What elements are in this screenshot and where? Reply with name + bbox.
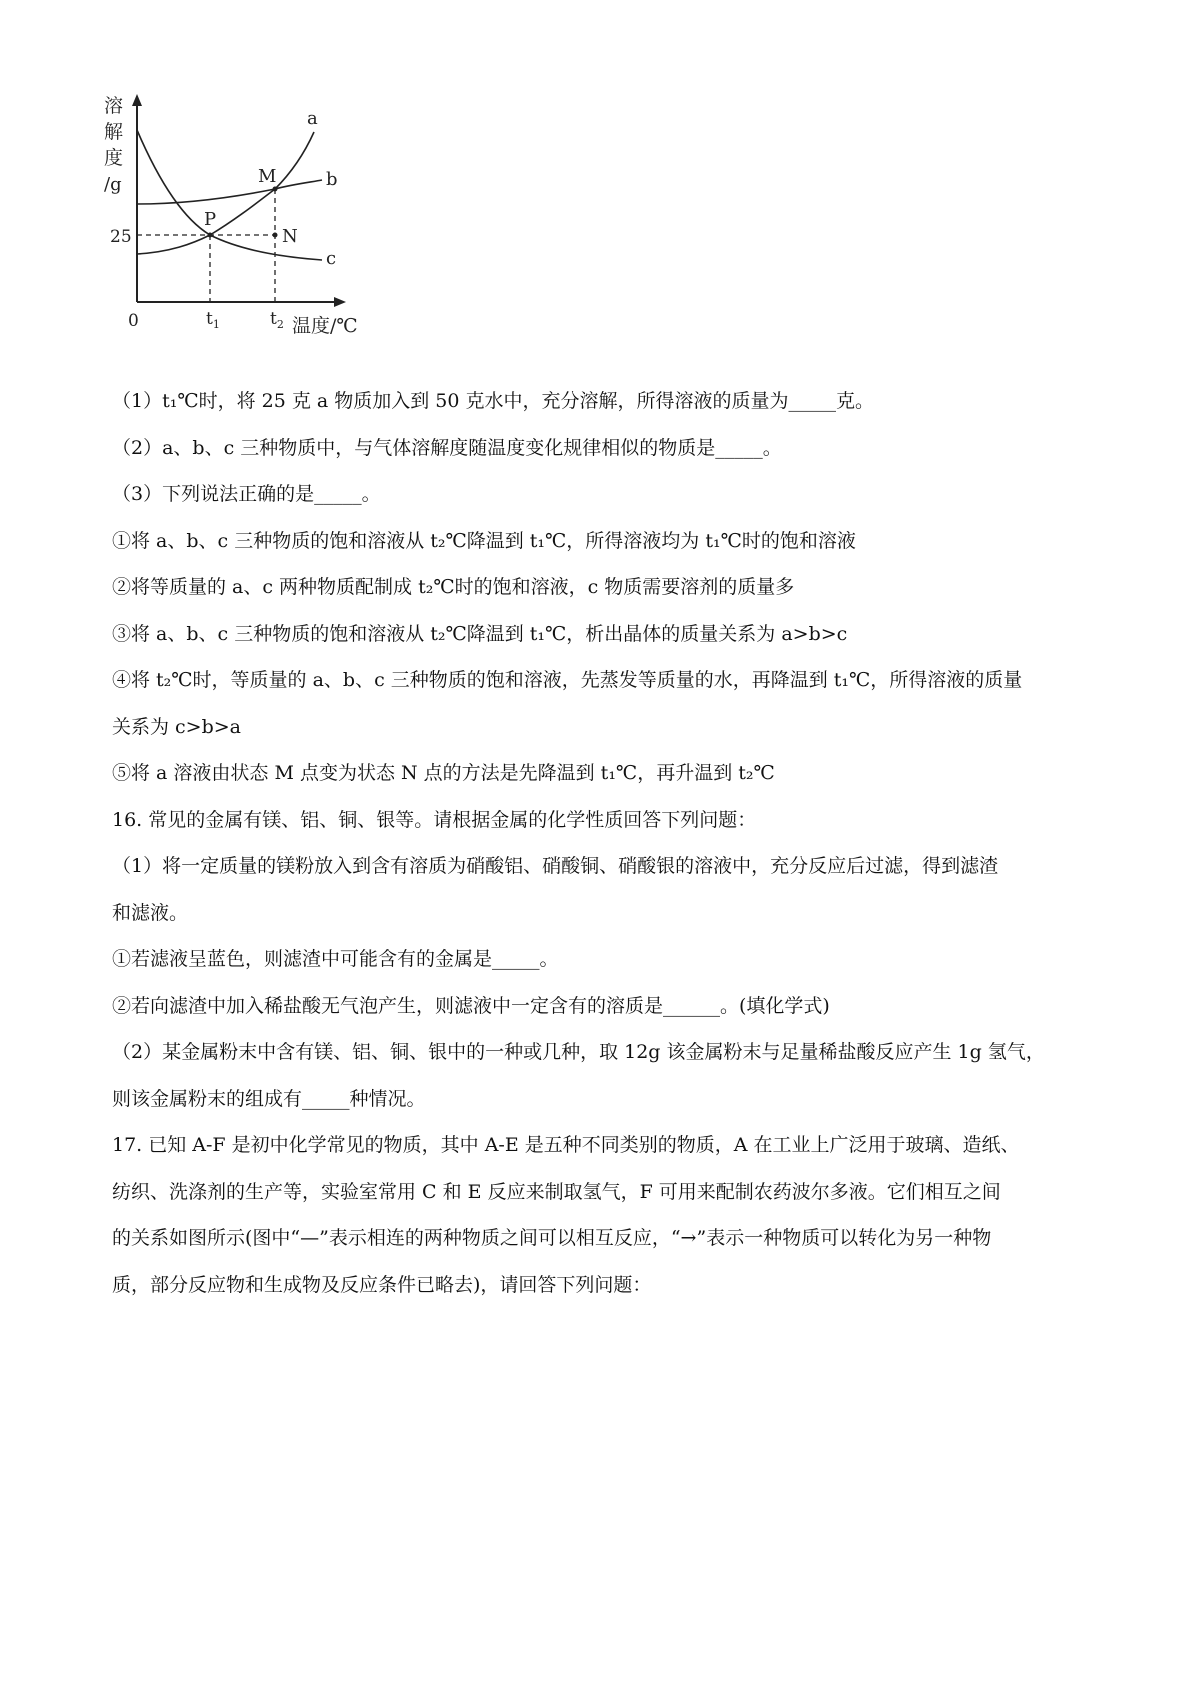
q17-stem-3: 的关系如图所示(图中“—”表示相连的两种物质之间可以相互反应，“→”表示一种物质可以转化为另一种物 (112, 1227, 992, 1249)
x-tick-t2: $t_2$ (270, 309, 284, 331)
curve-c-label: c (326, 248, 337, 269)
q16-part1-sub1: ①若滤液呈蓝色，则滤渣中可能含有的金属是_____。 (112, 948, 559, 970)
x-tick-t1: $t_1$ (206, 309, 220, 331)
q15-part2: （2）a、b、c 三种物质中，与气体溶解度随温度变化规律相似的物质是_____。 (112, 436, 782, 459)
y-axis-label-char-1: 溶 (104, 95, 124, 117)
q15-option-5: ⑤将 a 溶液由状态 M 点变为状态 N 点的方法是先降温到 t₁℃，再升温到 t₂℃ (112, 762, 775, 784)
q17-stem-2: 纺织、洗涤剂的生产等，实验室常用 C 和 E 反应来制取氢气，F 可用来配制农药波尔多液。它们相互之间 (112, 1180, 1001, 1203)
q16-part1-sub2: ②若向滤渣中加入稀盐酸无气泡产生，则滤液中一定含有的溶质是______。(填化学式) (112, 994, 830, 1017)
point-m-label: M (258, 166, 277, 187)
y-axis-arrow-icon (132, 94, 142, 106)
q15-option-1: ①将 a、b、c 三种物质的饱和溶液从 t₂℃降温到 t₁℃，所得溶液均为 t₁℃时的饱和溶液 (112, 529, 856, 552)
q16-stem: 16. 常见的金属有镁、铝、铜、银等。请根据金属的化学性质回答下列问题： (112, 808, 757, 831)
y-tick-25: 25 (110, 227, 132, 247)
q15-option-4-cont: 关系为 c>b>a (112, 715, 242, 738)
origin-label: 0 (128, 311, 139, 331)
q16-part2: （2）某金属粉末中含有镁、铝、铜、银中的一种或几种，取 12g 该金属粉末与足量稀盐酸反应产生 1g 氢气， (112, 1041, 1045, 1063)
y-axis-label-char-4: /g (104, 174, 122, 195)
curve-a-label: a (307, 108, 318, 129)
q15-part3: （3）下列说法正确的是_____。 (112, 483, 381, 505)
point-p-marker (208, 233, 213, 238)
question-text (112, 378, 1102, 1308)
q16-part1-cont: 和滤液。 (112, 901, 189, 924)
point-p-label: P (204, 209, 217, 230)
point-n-marker (273, 233, 278, 238)
y-axis-label-char-2: 解 (104, 121, 124, 143)
solubility-curve-figure (100, 92, 400, 372)
x-axis-arrow-icon (334, 297, 346, 307)
q16-part1: （1）将一定质量的镁粉放入到含有溶质为硝酸铝、硝酸铜、硝酸银的溶液中，充分反应后过滤，得到滤渣 (112, 855, 999, 877)
y-axis-label-char-3: 度 (104, 147, 124, 169)
point-n-label: N (282, 226, 298, 247)
q15-option-2: ②将等质量的 a、c 两种物质配制成 t₂℃时的饱和溶液，c 物质需要溶剂的质量多 (112, 576, 795, 598)
q16-part2-cont: 则该金属粉末的组成有_____种情况。 (112, 1087, 426, 1110)
q15-option-4: ④将 t₂℃时，等质量的 a、b、c 三种物质的饱和溶液，先蒸发等质量的水，再降温到 t₁℃，所得溶液的质量 (112, 669, 1023, 691)
x-axis-label: 温度/℃ (292, 315, 358, 337)
q15-option-3: ③将 a、b、c 三种物质的饱和溶液从 t₂℃降温到 t₁℃，析出晶体的质量关系为 a>b>c (112, 622, 848, 645)
point-m-marker (273, 187, 278, 192)
q15-part1: （1）t₁℃时，将 25 克 a 物质加入到 50 克水中，充分溶解，所得溶液的质量为_____克。 (112, 390, 875, 412)
curve-b-label: b (326, 169, 338, 190)
q17-stem-4: 质，部分反应物和生成物及反应条件已略去)，请回答下列问题： (112, 1273, 652, 1296)
q17-stem-1: 17. 已知 A-F 是初中化学常见的物质，其中 A-E 是五种不同类别的物质，A 在工业上广泛用于玻璃、造纸、 (112, 1134, 1020, 1156)
